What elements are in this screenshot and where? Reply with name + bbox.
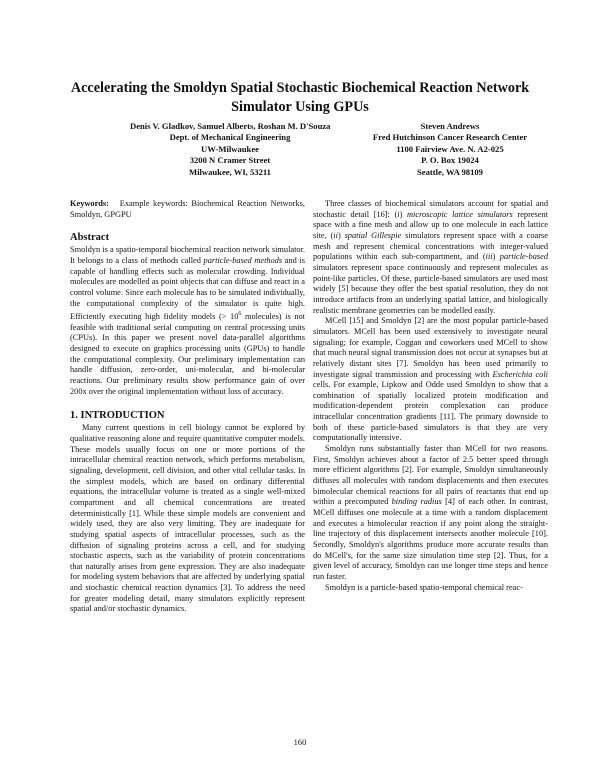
author-box: P. O. Box 19024 [421, 155, 479, 166]
author-org: Fred Hutchinson Cancer Research Center [372, 132, 528, 143]
paper-title: Accelerating the Smoldyn Spatial Stochastic Biochemical Reaction Network Simulator Using GPUs [70, 80, 530, 115]
paragraph-simulator-classes: Three classes of biochemical simulators account for spatial and stochastic detail [16]: (i) microscopic lattice simulators represent space with a fine mesh and allow up to one molecule in each lattice site, (ii) spatial Gillespie simulators represent space with a coarse mesh and represent chemical concentrations with integer-valued populations within each sub-compartment, and (iii) particle-based simulators represent space continuously and represent molecules as point-like particles. Of these, particle-based simulators are used most widely [5] because they offer the best spatial resolution, they do not introduce artifacts from an underlying spatial lattice, and biologically realistic membrane geometries can be modelled easily. [313, 199, 549, 315]
keywords-label: Keywords: [70, 199, 109, 208]
abstract-heading: Abstract [70, 232, 110, 244]
keywords-text: Example keywords: Biochemical Reaction Networks, Smoldyn, GPGPU [70, 199, 305, 219]
author-block-right [350, 121, 550, 178]
right-column [313, 199, 548, 593]
left-column [70, 199, 305, 615]
section-heading-introduction: 1. INTRODUCTION [70, 410, 165, 422]
abstract-text: Smoldyn is a spatio-temporal biochemical reaction network simulator. It belongs to a class of methods called particle-based methods and is capable of handling effects such as molecular crowding. Individual molecules are modelled as point objects that can diffuse and react in a control volume. Since each molecule has to be simulated individually, the computational complexity of the simulator is quite high. Efficiently executing high fidelity models (> $10^6$ molecules) is not feasible with traditional serial computing on central processing units (CPUs). In this paper we present novel data-parallel algorithms designed to execute on graphics processing units (GPUs) to handle the computational complexity. Our preliminary implementation can handle diffusion, zero-order, uni-molecular, and bi-molecular reactions. Our preliminary results show performance gain of over 200x over the original implementation without loss of accuracy. [70, 245, 306, 396]
author-street: 1100 Fairview Ave. N. A2-025 [396, 143, 504, 154]
author-city: Seattle, WA 98109 [417, 166, 483, 177]
paragraph-smoldyn-speed: Smoldyn runs substantially faster than MCell for two reasons. First, Smoldyn achieves about a factor of 2.5 better speed through more efficient algorithms [2]. For example, Smoldyn simultaneously diffuses all molecules with random displacements and then executes bimolecular chemical reactions for all pairs of reactants that end up within a precomputed binding radius [4] of each other. In contrast, MCell diffuses one molecule at a time with a random displacement and executes a bimolecular reaction if any point along the straight-line trajectory of this displacement intersects another molecule [10]. Secondly, Smoldyn's algorithms produce more accurate results than do MCell's, for the same size simulation time step [2]. Thus, for a given level of accuracy, Smoldyn can use longer time steps and hence run faster. [313, 444, 548, 581]
author-names: Steven Andrews [420, 121, 480, 131]
author-org: UW-Milwaukee [201, 143, 259, 154]
paragraph-mcell-smoldyn: MCell [15] and Smoldyn [2] are the most popular particle-based simulators. MCell has been used extensively to investigate neural signaling; for example, Coggan and coworkers used MCell to show that much neural signal transmission does not occur at synapses but at relatively distant sites [7]. Smoldyn has been used primarily to investigate signal transmission and processing with Escherichia coli cells. For example, Lipkow and Odde used Smoldyn to show that a combination of spatially localized protein modification and modification-dependent protein complexation can produce intracellular concentration gradients [11]. The primary downside to both of these particle-based simulators is that they are very computationally intensive. [313, 316, 548, 443]
author-block-left [130, 121, 330, 178]
author-city: Milwaukee, WI, 53211 [189, 166, 271, 177]
keywords [70, 199, 305, 220]
page-number: 160 [293, 737, 307, 747]
intro-paragraph: Many current questions in cell biology cannot be explored by qualitative reasoning alone and require quantitative computer models. These models usually focus on one or more portions of the intracellular chemical reaction network, which performs metabolism, signaling, development, cell division, and other vital cellular tasks. In the simplest models, which are based on ordinary differential equations, the intracellular volume is treated as a single well-mixed compartment and all chemical concentrations are treated deterministically [1]. While these simple models are convenient and widely used, they are also very limiting. They are inadequate for studying spatial aspects of intracellular processes, such as the diffusion of signaling proteins across a cell, and for studying stochastic aspects, such as the variability of protein concentrations that naturally arises from gene expression. They are also inadequate for modeling system behaviors that are affected by underlying spatial and stochastic chemical reaction dynamics [3]. To address the need for greater modeling detail, many simulators explicitly represent spatial and/or stochastic dynamics. [70, 423, 305, 614]
author-dept: Dept. of Mechanical Engineering [169, 132, 291, 143]
paragraph-smoldyn-intro: Smoldyn is a particle-based spatio-temporal chemical reac- [325, 582, 523, 592]
author-names: Denis V. Gladkov, Samuel Alberts, Roshan M. D'Souza [130, 121, 331, 131]
author-street: 3200 N Cramer Street [189, 155, 271, 166]
